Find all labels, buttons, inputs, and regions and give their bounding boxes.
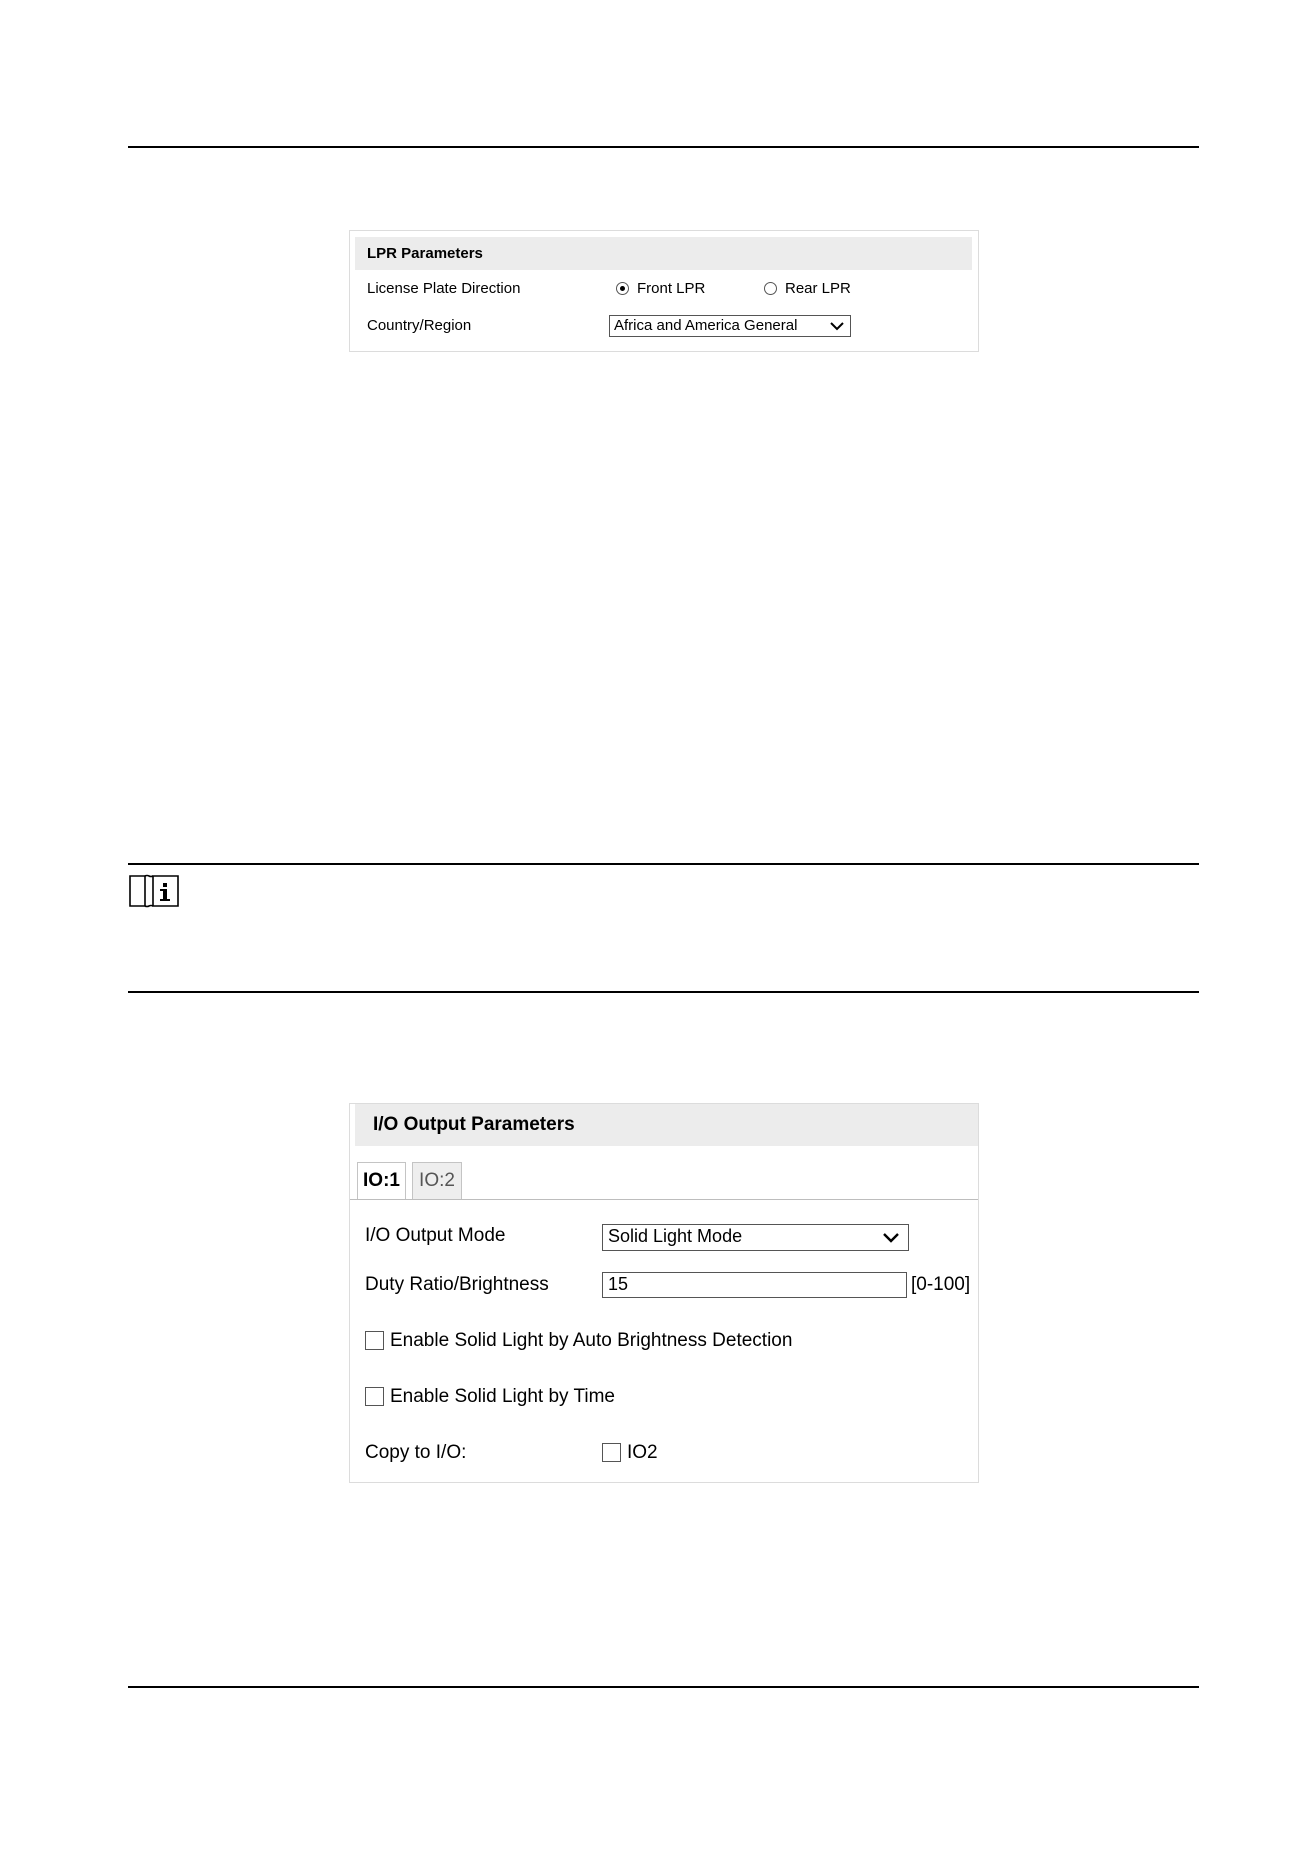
io-panel-title: I/O Output Parameters <box>355 1104 978 1146</box>
io-output-mode-value: Solid Light Mode <box>608 1226 743 1246</box>
country-region-label: Country/Region <box>367 317 472 334</box>
copy-to-io-label: Copy to I/O: <box>365 1442 467 1463</box>
tab-io-1[interactable]: IO:1 <box>357 1162 406 1200</box>
country-region-value: Africa and America General <box>614 317 798 334</box>
auto-brightness-checkbox[interactable] <box>365 1331 384 1350</box>
top-divider <box>128 146 1199 148</box>
radio-front-lpr-button[interactable] <box>616 282 629 295</box>
duty-range-hint: [0-100] <box>911 1274 971 1295</box>
copy-io2-checkbox[interactable] <box>602 1443 621 1462</box>
auto-brightness-label: Enable Solid Light by Auto Brightness Detection <box>390 1330 793 1351</box>
chevron-down-icon <box>880 1225 902 1250</box>
duty-ratio-brightness-label: Duty Ratio/Brightness <box>365 1274 549 1295</box>
chevron-down-icon <box>828 316 846 336</box>
io-output-parameters-panel <box>349 1103 979 1483</box>
by-time-label: Enable Solid Light by Time <box>390 1386 615 1407</box>
duty-ratio-brightness-input[interactable]: 15 <box>602 1272 907 1298</box>
info-note-icon <box>128 873 180 909</box>
copy-io2-label: IO2 <box>627 1442 658 1463</box>
country-region-select[interactable] <box>609 315 851 337</box>
lpr-panel-title: LPR Parameters <box>355 237 972 270</box>
by-time-checkbox[interactable] <box>365 1387 384 1406</box>
lpr-parameters-panel <box>349 230 979 352</box>
radio-front-lpr-label: Front LPR <box>637 280 706 297</box>
io-output-mode-label: I/O Output Mode <box>365 1225 506 1246</box>
radio-rear-lpr-button[interactable] <box>764 282 777 295</box>
bottom-divider <box>128 1686 1199 1688</box>
tab-io-2[interactable]: IO:2 <box>412 1162 462 1200</box>
radio-rear-lpr-label: Rear LPR <box>785 280 851 297</box>
license-plate-direction-label: License Plate Direction <box>367 280 521 297</box>
tab-bar-divider <box>350 1199 978 1200</box>
note-bottom-divider <box>128 991 1199 993</box>
note-top-divider <box>128 863 1199 865</box>
io-output-mode-select[interactable] <box>602 1224 909 1251</box>
